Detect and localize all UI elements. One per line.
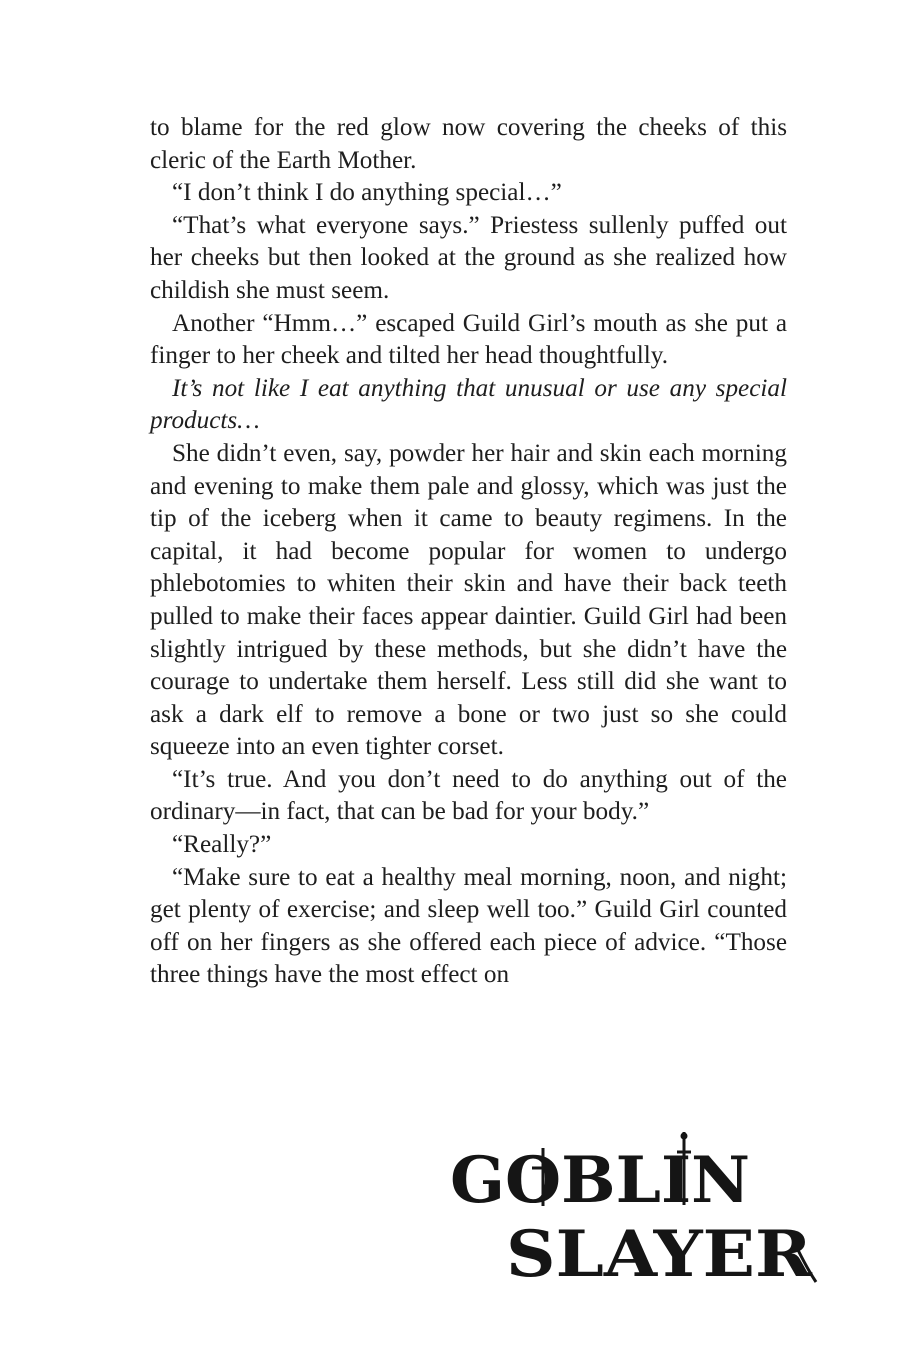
- goblin-slayer-logo: [448, 1130, 818, 1285]
- paragraph: “Really?”: [172, 831, 272, 859]
- paragraph: She didn’t even, say, powder her hair and skin each morning and evening to make them pale and glossy, which was just the tip of the iceberg when it came to beauty regimens. In the capital, it had become popular for women to undergo phlebotomies to whiten their skin and have their back teeth pulled to make their faces appear daintier. Guild Girl had been slightly intrigued by these methods, but she didn’t have the courage to undertake them herself. Less still did she want to ask a dark elf to remove a bone or two just so she could squeeze into an even tighter corset.: [150, 439, 787, 761]
- paragraph-italic-thought: It’s not like I eat anything that unusual or use any special products…: [150, 374, 787, 435]
- paragraph: “I don’t think I do anything special…”: [172, 179, 562, 207]
- body-text: [150, 112, 787, 992]
- paragraph: “That’s what everyone says.” Priestess sullenly puffed out her cheeks but then looked at the ground as she realized how childish she must seem.: [150, 211, 787, 304]
- logo-graphic: [448, 1130, 818, 1285]
- logo-line-2: SLAYER: [506, 1217, 813, 1285]
- paragraph: to blame for the red glow now covering the cheeks of this cleric of the Earth Mother.: [150, 114, 787, 174]
- paragraph: “It’s true. And you don’t need to do anything out of the ordinary—in fact, that can be bad for your body.”: [150, 765, 787, 826]
- paragraph: Another “Hmm…” escaped Guild Girl’s mouth as she put a finger to her cheek and tilted her head thoughtfully.: [150, 309, 787, 370]
- paragraph: “Make sure to eat a healthy meal morning, noon, and night; get plenty of exercise; and sleep well too.” Guild Girl counted off on her fingers as she offered each piece of advice. “Those three things have the most effect on: [150, 863, 787, 989]
- logo-line-1: GOBLIN: [450, 1143, 750, 1218]
